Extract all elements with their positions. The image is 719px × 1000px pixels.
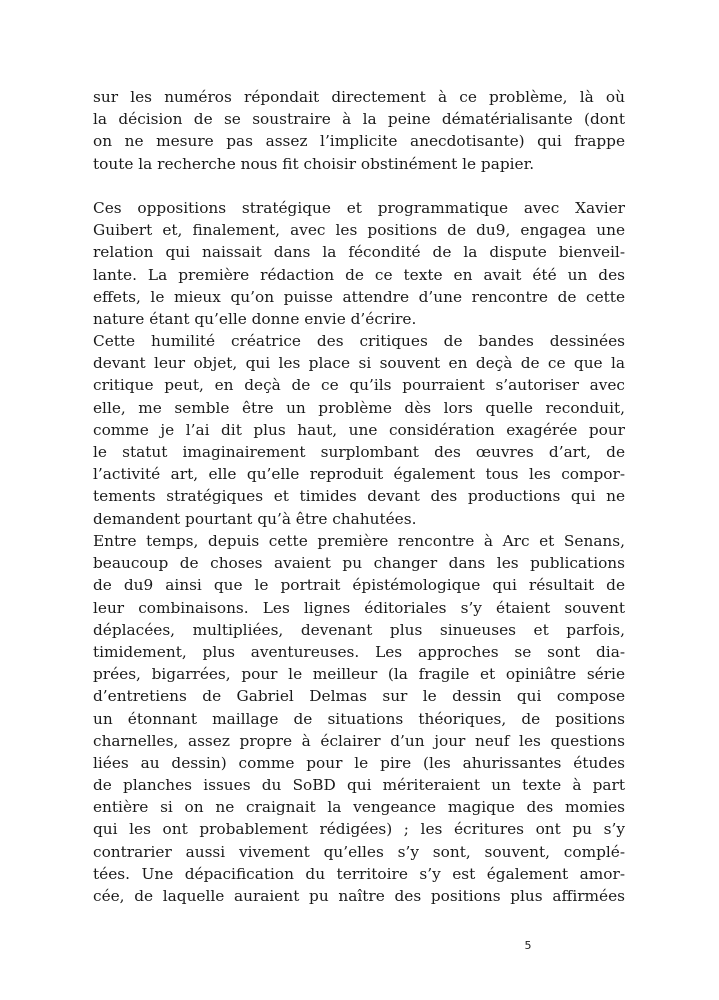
text-line: déplacées, multipliées, devenant plus sinueuses et parfois, [93, 620, 625, 639]
paragraph-1 [93, 86, 625, 175]
text-line: critique peut, en deçà de ce qu’ils pourraient s’autoriser avec [93, 376, 625, 395]
page-number: 5 [524, 939, 532, 952]
text-line: effets, le mieux qu’on puisse attendre d’une rencontre de cette [93, 287, 625, 306]
text-line: Entre temps, depuis cette première rencontre à Arc et Senans, [93, 532, 625, 550]
text-line: le statut imaginairement surplombant des œuvres d’art, de [93, 442, 625, 461]
text-line: de du9 ainsi que le portrait épistémologique qui résultait de [93, 576, 625, 595]
text-line: liées au dessin) comme pour le pire (les ahurissantes études [93, 753, 625, 772]
text-line: un étonnant maillage de situations théoriques, de positions [93, 709, 625, 728]
text-line: on ne mesure pas assez l’implicite anecdotisante) qui frappe [93, 132, 625, 151]
text-line: demandent pourtant qu’à être chahutées. [93, 509, 417, 528]
text-line: comme je l’ai dit plus haut, une considération exagérée pour [93, 420, 625, 439]
text-line: timidement, plus aventureuses. Les approches se sont dia- [93, 642, 625, 661]
text-line: de planches issues du SoBD qui mériteraient un texte à part [93, 776, 625, 795]
text-line: qui les ont probablement rédigées) ; les écritures ont pu s’y [93, 820, 625, 839]
paragraph-4 [93, 530, 625, 907]
paragraph-2 [93, 197, 625, 330]
text-line: charnelles, assez propre à éclairer d’un jour neuf les questions [93, 731, 625, 750]
text-line: leur combinaisons. Les lignes éditoriales s’y étaient souvent [93, 598, 625, 617]
text-line: Guibert et, finalement, avec les positions de du9, engagea une [93, 221, 625, 240]
text-line: l’activité art, elle qu’elle reproduit également tous les compor- [93, 465, 625, 484]
text-line: toute la recherche nous fit choisir obstinément le papier. [93, 154, 535, 173]
text-line: beaucoup de choses avaient pu changer dans les publications [93, 554, 625, 573]
text-line: relation qui naissait dans la fécondité de la dispute bienveil- [93, 243, 625, 262]
text-line: la décision de se soustraire à la peine dématérialisante (dont [93, 110, 625, 129]
text-line: nature étant qu’elle donne envie d’écrire. [93, 309, 417, 328]
text-line: contrarier aussi vivement qu’elles s’y sont, souvent, complé- [93, 842, 625, 861]
text-line: elle, me semble être un problème dès lors quelle reconduit, [93, 398, 625, 417]
text-line: Ces oppositions stratégique et programmatique avec Xavier [93, 199, 625, 217]
text-line: tées. Une dépacification du territoire s’y est également amor- [93, 864, 625, 883]
text-line: Cette humilité créatrice des critiques de bandes dessinées [93, 332, 625, 350]
text-line: lante. La première rédaction de ce texte en avait été un des [93, 265, 625, 284]
text-line: cée, de laquelle auraient pu naître des positions plus affirmées [93, 887, 625, 905]
text-line: d’entretiens de Gabriel Delmas sur le dessin qui compose [93, 687, 625, 706]
text-line: entière si on ne craignait la vengeance magique des momies [93, 798, 625, 817]
text-line: prées, bigarrées, pour le meilleur (la fragile et opiniâtre série [93, 665, 625, 684]
text-line: tements stratégiques et timides devant des productions qui ne [93, 487, 625, 506]
text-line: sur les numéros répondait directement à ce problème, là où [93, 88, 625, 106]
text-line: devant leur objet, qui les place si souvent en deçà de ce que la [93, 354, 625, 373]
paragraph-3 [93, 330, 625, 530]
